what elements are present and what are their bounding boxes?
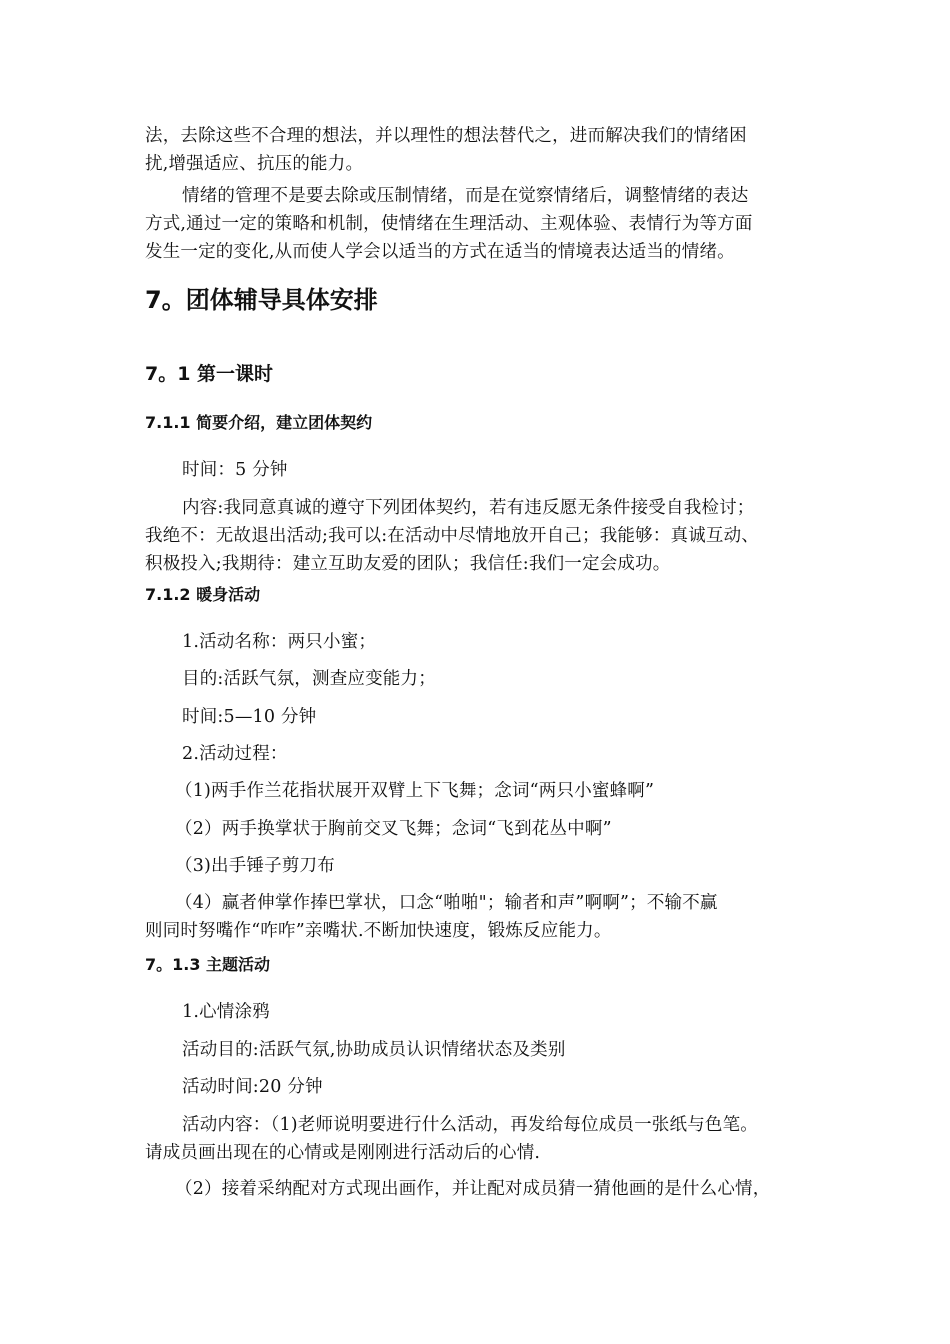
- text-line: 积极投入;我期待：建立互助友爱的团队；我信任:我们一定会成功。: [145, 554, 671, 574]
- text-line: 则同时努嘴作“咋咋”亲嘴状.不断加快速度，锻炼反应能力。: [145, 921, 612, 941]
- warmup-step-1: [145, 777, 825, 805]
- warmup-purpose: [145, 665, 825, 693]
- text-line: 方式,通过一定的策略和机制，使情绪在生理活动、主观体验、表情行为等方面: [145, 214, 753, 234]
- text-line: （2）两手换掌状于胸前交叉飞舞；念词“飞到花丛中啊”: [175, 819, 612, 839]
- section-heading-7-1: 7。1 第一课时: [145, 363, 274, 385]
- theme-purpose: [145, 1036, 825, 1064]
- warmup-step-4: [145, 889, 825, 945]
- warmup-step-3: [145, 852, 825, 880]
- text-line: （3)出手锤子剪刀布: [175, 856, 335, 876]
- text-line: （2）接着采纳配对方式现出画作，并让配对成员猜一猜他画的是什么心情，: [175, 1179, 771, 1199]
- contract-paragraph: [145, 494, 825, 578]
- text-line: 情绪的管理不是要去除或压制情绪，而是在觉察情绪后，调整情绪的表达: [182, 186, 749, 206]
- warmup-time: [145, 703, 825, 731]
- text-line: 活动内容：（1)老师说明要进行什么活动，再发给每位成员一张纸与色笔。: [182, 1115, 759, 1135]
- text-line: 内容:我同意真诚的遵守下列团体契约，若有违反愿无条件接受自我检讨；: [182, 498, 755, 518]
- paragraph-emotion-management: [145, 182, 825, 266]
- text-line: 时间：5 分钟: [182, 460, 288, 480]
- text-line: 扰,增强适应、抗压的能力。: [145, 154, 364, 174]
- text-line: 1.心情涂鸦: [182, 1002, 270, 1022]
- section-heading-7-1-3: 7。1.3 主题活动: [145, 955, 271, 974]
- theme-content: [145, 1111, 825, 1167]
- text-line: 请成员画出现在的心情或是刚刚进行活动后的心情.: [145, 1143, 541, 1163]
- warmup-process: [145, 740, 825, 768]
- section-heading-7-1-2: 7.1.2 暖身活动: [145, 585, 261, 604]
- text-line: （4）赢者伸掌作捧巴掌状，口念“啪啪"；输者和声”啊啊”；不输不赢: [175, 893, 718, 913]
- text-line: 1.活动名称：两只小蜜；: [182, 632, 377, 652]
- text-line: 法，去除这些不合理的想法，并以理性的想法替代之，进而解决我们的情绪困: [145, 126, 747, 146]
- text-line: （1)两手作兰花指状展开双臂上下飞舞；念词“两只小蜜蜂啊”: [175, 781, 655, 801]
- text-line: 发生一定的变化,从而使人学会以适当的方式在适当的情境表达适当的情绪。: [145, 242, 735, 262]
- warmup-name: [145, 628, 825, 656]
- section-heading-7: 7。团体辅导具体安排: [145, 286, 378, 314]
- theme-time: [145, 1073, 825, 1101]
- warmup-step-2: [145, 815, 825, 843]
- time-paragraph: [145, 456, 825, 484]
- theme-step-2: [145, 1175, 825, 1203]
- text-line: 活动目的:活跃气氛,协助成员认识情绪状态及类别: [182, 1040, 566, 1060]
- text-line: 目的:活跃气氛，测查应变能力；: [182, 669, 436, 689]
- text-line: 时间:5—10 分钟: [182, 707, 317, 727]
- text-line: 2.活动过程：: [182, 744, 288, 764]
- section-heading-7-1-1: 7.1.1 简要介绍，建立团体契约: [145, 413, 373, 432]
- text-line: 活动时间:20 分钟: [182, 1077, 323, 1097]
- theme-name: [145, 998, 825, 1026]
- paragraph-emotion-theory: [145, 122, 825, 178]
- text-line: 我绝不：无故退出活动;我可以:在活动中尽情地放开自己；我能够：真诚互动、: [145, 526, 759, 546]
